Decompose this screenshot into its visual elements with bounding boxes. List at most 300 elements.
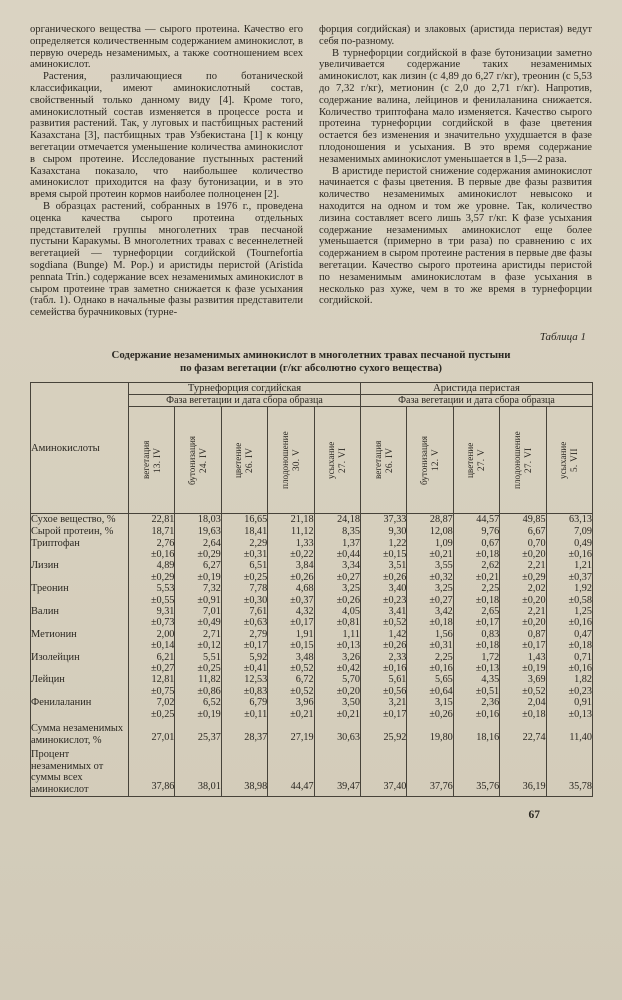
table-cell — [453, 720, 499, 746]
table-row — [31, 629, 593, 652]
row-label: Фенилаланин — [31, 697, 129, 720]
table-cell — [314, 583, 360, 606]
cell-value: 5,51 — [202, 651, 221, 663]
cell-value: 1,72 — [481, 651, 500, 663]
cell-error: ±0,18 — [475, 640, 500, 652]
cell-error: ±0,11 — [244, 708, 268, 720]
row-label: Лизин — [31, 560, 129, 583]
cell-value: 63,13 — [569, 514, 592, 526]
table-cell — [314, 560, 360, 583]
cell-error: ±0,19 — [522, 663, 546, 675]
cell-value: 1,33 — [295, 537, 314, 549]
cell-error: ±0,37 — [568, 571, 592, 583]
cell-value: 18,03 — [197, 514, 221, 526]
cell-value: 5,53 — [156, 583, 175, 595]
table-cell — [221, 583, 267, 606]
column-phase: бутонизация — [419, 435, 430, 485]
cell-error: ±0,20 — [336, 685, 360, 697]
cell-value: 3,21 — [388, 697, 407, 709]
table-cell — [546, 629, 592, 652]
cell-value: 2,00 — [156, 628, 175, 640]
table-cell — [314, 606, 360, 629]
table-title-line2: по фазам вегетации (г/кг абсолютно сухого вещества) — [179, 361, 443, 374]
cell-error: ±0,25 — [150, 708, 175, 720]
cell-value: 21,18 — [290, 514, 314, 526]
cell-value: 7,78 — [249, 583, 268, 595]
cell-error: ±0,17 — [290, 617, 314, 629]
cell-value: 3,84 — [295, 560, 314, 572]
cell-value: 27,19 — [290, 731, 314, 743]
cell-value: 1,82 — [574, 674, 592, 686]
cell-value: 0,67 — [481, 537, 500, 549]
rotated-label — [141, 411, 163, 509]
cell-value: 1,43 — [527, 651, 546, 663]
cell-error: ±0,44 — [336, 549, 360, 561]
cell-value: 1,11 — [342, 628, 360, 640]
column-phase: цветение — [465, 442, 476, 479]
cell-value: 7,09 — [574, 526, 592, 538]
table-cell — [221, 514, 267, 526]
cell-value: 37,40 — [383, 781, 407, 793]
cell-value: 6,79 — [249, 697, 268, 709]
cell-value: 22,74 — [522, 731, 546, 743]
table-cell — [546, 746, 592, 796]
table-cell — [500, 652, 546, 675]
cell-value: 0,71 — [574, 651, 592, 663]
table-cell — [175, 697, 221, 720]
table-cell — [546, 720, 592, 746]
cell-error: ±0,20 — [522, 549, 546, 561]
cell-error: ±0,21 — [290, 708, 314, 720]
cell-value: 1,42 — [388, 628, 407, 640]
table-cell — [453, 560, 499, 583]
cell-value: 3,25 — [342, 583, 360, 595]
cell-value: 2,76 — [156, 537, 175, 549]
table-cell — [268, 746, 314, 796]
table-cell — [360, 720, 406, 746]
table-column-header — [546, 407, 592, 514]
cell-value: 18,41 — [244, 526, 268, 538]
row-label: Сырой протеин, % — [31, 526, 129, 538]
row-label: Валин — [31, 606, 129, 629]
table-cell — [500, 674, 546, 697]
cell-value: 9,76 — [481, 526, 500, 538]
left-column — [30, 24, 303, 319]
cell-error: ±0,20 — [522, 594, 546, 606]
cell-error: ±0,13 — [475, 663, 500, 675]
cell-value: 6,72 — [295, 674, 314, 686]
cell-value: 39,47 — [337, 781, 360, 793]
table-group-header: Турнефорция согдийская — [129, 382, 361, 394]
amino-acid-table — [30, 382, 593, 797]
cell-error: ±0,17 — [522, 640, 546, 652]
cell-error: ±0,16 — [150, 549, 175, 561]
row-label: Изолейцин — [31, 652, 129, 675]
cell-error: ±0,13 — [568, 708, 592, 720]
table-cell — [129, 526, 175, 538]
cell-error: ±0,31 — [429, 640, 453, 652]
table-column-header — [360, 407, 406, 514]
table-cell — [500, 583, 546, 606]
table-column-header — [407, 407, 453, 514]
table-cell — [314, 538, 360, 561]
column-phase: плодоношение — [511, 431, 522, 490]
table-cell — [360, 697, 406, 720]
table-cell — [175, 652, 221, 675]
table-cell — [129, 697, 175, 720]
cell-value: 1,21 — [574, 560, 592, 572]
table-row — [31, 746, 593, 796]
cell-value: 11,12 — [291, 526, 314, 538]
row-label: Треонин — [31, 583, 129, 606]
cell-value: 25,37 — [197, 731, 221, 743]
column-date: 27. VI — [522, 447, 533, 474]
right-column — [319, 24, 592, 319]
table-cell — [221, 697, 267, 720]
table-row — [31, 720, 593, 746]
table-column-header — [268, 407, 314, 514]
table-cell — [360, 629, 406, 652]
table-cell — [407, 514, 453, 526]
cell-value: 3,51 — [388, 560, 407, 572]
cell-value: 6,52 — [202, 697, 221, 709]
table-cell — [453, 583, 499, 606]
cell-value: 3,42 — [434, 606, 453, 618]
table-cell — [268, 674, 314, 697]
cell-error: ±0,30 — [243, 594, 268, 606]
cell-error: ±0,19 — [197, 571, 221, 583]
table-row — [31, 697, 593, 720]
table-cell — [314, 526, 360, 538]
table-cell — [314, 674, 360, 697]
cell-error: ±0,64 — [429, 685, 453, 697]
rotated-label — [280, 411, 302, 509]
table-cell — [407, 560, 453, 583]
cell-value: 3,69 — [527, 674, 546, 686]
cell-error: ±0,26 — [336, 594, 360, 606]
table-cell — [175, 526, 221, 538]
rotated-label — [512, 411, 534, 509]
cell-error: ±0,56 — [382, 685, 407, 697]
column-phase: бутонизация — [187, 435, 198, 485]
table-cell — [407, 526, 453, 538]
cell-error: ±0,19 — [197, 708, 221, 720]
table-cell — [268, 514, 314, 526]
cell-error: ±0,52 — [382, 617, 407, 629]
cell-value: 4,32 — [295, 606, 314, 618]
table-cell — [500, 697, 546, 720]
cell-value: 2,65 — [481, 606, 500, 618]
table-cell — [500, 746, 546, 796]
table-row — [31, 583, 593, 606]
table-title-line1: Содержание незаменимых аминокислот в многолетних травах песчаной пустыни — [111, 348, 511, 361]
cell-error: ±0,17 — [243, 640, 268, 652]
paragraph: В образцах растений, собранных в 1976 г., проведена оценка качества сырого протеина отдельных представителей группы многолетних трав песчаной пустыни Каракумы. В многолетних травах с весеннелетней вегетацией — турнефорции согдийской (Tournefortia sogdiana (Bunge) M. Pop.) и аристиды перистой (Aristida pennata Trin.) содержание всех незаменимых аминокислот в сыром протеине трав заметно снижается к фазе усыхания (табл. 1). Однако в начальные фазы развития представители семейства бурачниковых (турне- — [30, 200, 303, 319]
table-cell — [268, 583, 314, 606]
table-cell — [360, 583, 406, 606]
table-cell — [360, 514, 406, 526]
table-cell — [407, 720, 453, 746]
cell-value: 2,04 — [527, 697, 546, 709]
cell-value: 37,33 — [383, 514, 407, 526]
cell-value: 24,18 — [337, 514, 360, 526]
cell-value: 1,91 — [295, 628, 314, 640]
cell-error: ±0,29 — [150, 571, 175, 583]
cell-error: ±0,37 — [290, 594, 314, 606]
table-cell — [453, 538, 499, 561]
table-cell — [546, 606, 592, 629]
cell-value: 12,81 — [151, 674, 175, 686]
cell-value: 11,40 — [569, 731, 592, 743]
cell-error: ±0,51 — [475, 685, 500, 697]
cell-value: 6,27 — [202, 560, 221, 572]
cell-value: 3,34 — [342, 560, 360, 572]
table-cell — [129, 720, 175, 746]
table-cell — [453, 526, 499, 538]
cell-value: 12,53 — [244, 674, 268, 686]
cell-value: 3,50 — [342, 697, 360, 709]
table-cell — [221, 526, 267, 538]
cell-value: 0,91 — [574, 697, 592, 709]
cell-error: ±0,17 — [382, 708, 407, 720]
cell-value: 7,01 — [202, 606, 221, 618]
cell-value: 37,86 — [151, 781, 175, 793]
cell-value: 3,15 — [434, 697, 453, 709]
table-column-header — [453, 407, 499, 514]
table-cell — [407, 652, 453, 675]
cell-value: 35,76 — [476, 781, 500, 793]
rotated-label — [419, 411, 441, 509]
table-cell — [221, 674, 267, 697]
table-cell — [360, 606, 406, 629]
column-phase: плодоношение — [279, 431, 290, 490]
cell-error: ±0,16 — [568, 617, 592, 629]
table-cell — [175, 629, 221, 652]
table-cell — [268, 720, 314, 746]
column-date: 27. V — [476, 449, 487, 472]
table-group-header: Аристида перистая — [360, 382, 592, 394]
table-cell — [129, 514, 175, 526]
table-cell — [268, 526, 314, 538]
paragraph: форция согдийская) и злаковых (аристида перистая) ведут себя по-разному. — [319, 24, 592, 47]
table-title — [30, 349, 592, 375]
rotated-label — [558, 411, 580, 509]
table-cell — [268, 697, 314, 720]
table-cell — [407, 697, 453, 720]
cell-value: 2,79 — [249, 628, 268, 640]
table-cell — [268, 606, 314, 629]
cell-value: 30,63 — [337, 731, 360, 743]
table-cell — [407, 629, 453, 652]
table-cell — [268, 629, 314, 652]
table-column-header — [500, 407, 546, 514]
table-row — [31, 652, 593, 675]
table-cell — [453, 746, 499, 796]
table-column-header — [175, 407, 221, 514]
cell-error: ±0,22 — [290, 549, 314, 561]
table-cell — [129, 674, 175, 697]
cell-error: ±0,83 — [243, 685, 268, 697]
cell-value: 4,68 — [295, 583, 314, 595]
table-subheader: Фаза вегетации и дата сбора образца — [360, 394, 592, 407]
rotated-label — [373, 411, 395, 509]
cell-value: 1,56 — [434, 628, 453, 640]
page-number: 67 — [528, 808, 540, 821]
cell-error: ±0,29 — [197, 549, 221, 561]
cell-value: 36,19 — [522, 781, 546, 793]
table-cell — [546, 560, 592, 583]
column-phase: цветение — [233, 442, 244, 479]
row-label: Сухое вещество, % — [31, 514, 129, 526]
table-cell — [314, 720, 360, 746]
cell-value: 7,61 — [249, 606, 268, 618]
table-cell — [175, 606, 221, 629]
table-cell — [500, 606, 546, 629]
cell-error: ±0,26 — [429, 708, 453, 720]
table-row — [31, 538, 593, 561]
cell-error: ±0,18 — [568, 640, 592, 652]
table-cell — [221, 606, 267, 629]
cell-value: 9,30 — [388, 526, 407, 538]
cell-error: ±0,27 — [429, 594, 453, 606]
column-date: 30. V — [290, 449, 301, 472]
cell-value: 44,47 — [290, 781, 314, 793]
table-cell — [221, 538, 267, 561]
table-cell — [175, 720, 221, 746]
cell-value: 2,33 — [388, 651, 407, 663]
cell-error: ±0,18 — [522, 708, 546, 720]
cell-value: 18,16 — [476, 731, 500, 743]
cell-value: 28,37 — [244, 731, 268, 743]
cell-error: ±0,14 — [150, 640, 175, 652]
cell-error: ±0,86 — [197, 685, 221, 697]
table-column-header — [314, 407, 360, 514]
cell-error: ±0,55 — [150, 594, 175, 606]
table-cell — [129, 652, 175, 675]
table-cell — [453, 606, 499, 629]
table-cell — [175, 583, 221, 606]
table-cell — [175, 746, 221, 796]
table-cell — [546, 514, 592, 526]
cell-value: 3,48 — [295, 651, 314, 663]
table-cell — [500, 720, 546, 746]
cell-error: ±0,16 — [382, 663, 407, 675]
cell-value: 28,87 — [429, 514, 453, 526]
column-phase: вегетация — [140, 441, 151, 480]
table-cell — [175, 674, 221, 697]
cell-value: 5,61 — [388, 674, 407, 686]
cell-error: ±0,25 — [243, 571, 268, 583]
cell-error: ±0,21 — [429, 549, 453, 561]
table-column-header — [129, 407, 175, 514]
column-date: 24. IV — [198, 447, 209, 474]
cell-error: ±0,75 — [150, 685, 175, 697]
table-cell — [129, 560, 175, 583]
cell-error: ±0,16 — [429, 663, 453, 675]
table-cell — [546, 697, 592, 720]
cell-value: 5,92 — [249, 651, 268, 663]
table-cell — [360, 746, 406, 796]
cell-value: 2,21 — [527, 606, 546, 618]
table-cell — [314, 629, 360, 652]
cell-value: 3,55 — [434, 560, 453, 572]
cell-value: 0,70 — [527, 537, 546, 549]
cell-value: 2,62 — [481, 560, 500, 572]
row-label: Метионин — [31, 629, 129, 652]
table-cell — [360, 538, 406, 561]
table-cell — [314, 746, 360, 796]
cell-value: 16,65 — [244, 514, 268, 526]
cell-value: 6,67 — [527, 526, 546, 538]
table-cell — [221, 720, 267, 746]
cell-value: 2,29 — [249, 537, 268, 549]
cell-value: 19,63 — [197, 526, 221, 538]
cell-error: ±0,15 — [290, 640, 314, 652]
cell-error: ±0,26 — [290, 571, 314, 583]
table-cell — [360, 652, 406, 675]
table-row — [31, 514, 593, 526]
cell-value: 4,05 — [342, 606, 360, 618]
row-label: Триптофан — [31, 538, 129, 561]
table-cell — [546, 538, 592, 561]
cell-value: 2,36 — [481, 697, 500, 709]
cell-error: ±0,27 — [336, 571, 360, 583]
cell-error: ±0,13 — [336, 640, 360, 652]
cell-error: ±0,21 — [336, 708, 360, 720]
cell-error: ±0,58 — [568, 594, 592, 606]
column-date: 5. VII — [569, 448, 580, 473]
cell-error: ±0,25 — [197, 663, 221, 675]
rotated-label — [187, 411, 209, 509]
table-cell — [407, 746, 453, 796]
table-cell — [500, 560, 546, 583]
column-date: 26. IV — [383, 447, 394, 474]
cell-error: ±0,42 — [336, 663, 360, 675]
cell-error: ±0,32 — [429, 571, 453, 583]
cell-value: 35,78 — [569, 781, 592, 793]
table-cell — [314, 514, 360, 526]
table-cell — [221, 652, 267, 675]
table-row — [31, 674, 593, 697]
cell-error: ±0,21 — [475, 571, 500, 583]
table-cell — [546, 526, 592, 538]
table-cell — [407, 674, 453, 697]
cell-error: ±0,17 — [475, 617, 500, 629]
cell-value: 49,85 — [522, 514, 546, 526]
cell-error: ±0,12 — [197, 640, 221, 652]
table-cell — [360, 560, 406, 583]
cell-value: 7,32 — [202, 583, 221, 595]
table-cell — [453, 697, 499, 720]
table-row — [31, 606, 593, 629]
cell-error: ±0,63 — [243, 617, 268, 629]
cell-error: ±0,20 — [522, 617, 546, 629]
cell-value: 44,57 — [476, 514, 500, 526]
cell-value: 3,25 — [434, 583, 453, 595]
table-cell — [360, 674, 406, 697]
table-cell — [546, 583, 592, 606]
table-cell — [175, 538, 221, 561]
cell-error: ±0,29 — [522, 571, 546, 583]
table-cell — [314, 652, 360, 675]
cell-value: 3,40 — [388, 583, 407, 595]
table-cell — [129, 606, 175, 629]
table-cell — [221, 560, 267, 583]
cell-value: 25,92 — [383, 731, 407, 743]
table-cell — [500, 538, 546, 561]
table-column-header — [221, 407, 267, 514]
text-columns — [30, 24, 592, 319]
